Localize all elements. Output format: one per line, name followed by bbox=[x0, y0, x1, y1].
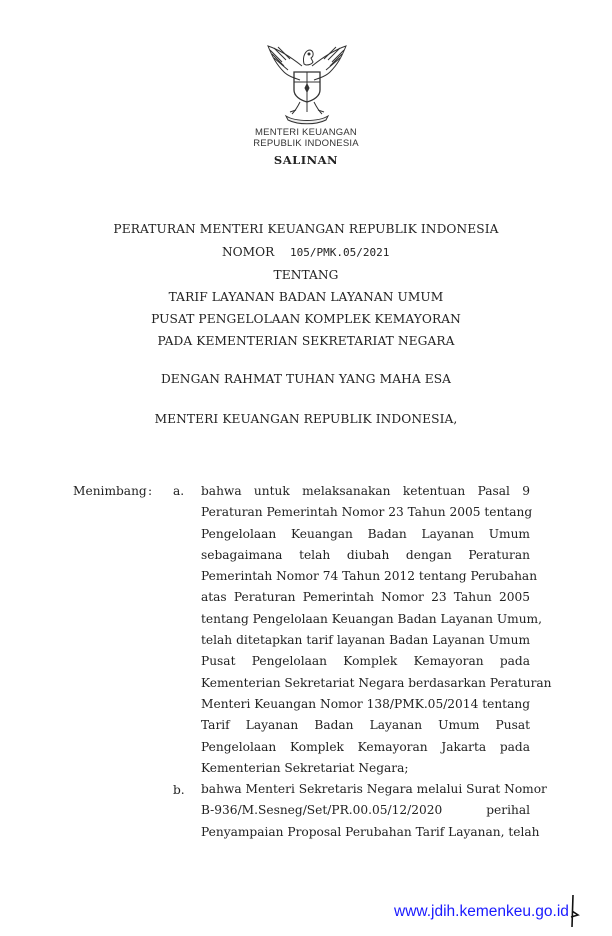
text-line: sebagaimana telah diubah dengan Peraturan bbox=[201, 547, 530, 562]
text-line: Penyampaian Proposal Perubahan Tarif Layanan, telah bbox=[201, 824, 540, 839]
menimbang-colon: : bbox=[148, 484, 153, 498]
ministry-name-line1: MENTERI KEUANGAN bbox=[255, 127, 357, 138]
issuer: MENTERI KEUANGAN REPUBLIK INDONESIA, bbox=[154, 412, 458, 426]
regulation-title: PERATURAN MENTERI KEUANGAN REPUBLIK INDONESIA bbox=[113, 222, 499, 236]
nomor-value: 105/PMK.05/2021 bbox=[290, 246, 390, 259]
item-a-marker: a. bbox=[173, 484, 185, 498]
item-b-text bbox=[201, 779, 547, 843]
text-line: bahwa Menteri Sekretaris Negara melalui Surat Nomor bbox=[201, 782, 547, 796]
text-line: Pusat Pengelolaan Komplek Kemayoran pada bbox=[201, 654, 530, 669]
ministry-name-line2: REPUBLIK INDONESIA bbox=[253, 138, 359, 149]
text-line: Kementerian Sekretariat Negara; bbox=[201, 760, 409, 775]
menimbang-label: Menimbang bbox=[73, 484, 147, 498]
text-line: B-936/M.Sesneg/Set/PR.00.05/12/2020 perihal bbox=[201, 803, 530, 818]
invocation: DENGAN RAHMAT TUHAN YANG MAHA ESA bbox=[160, 372, 452, 386]
subject-line-2: PUSAT PENGELOLAAN KOMPLEK KEMAYORAN bbox=[151, 312, 461, 326]
text-line: Pengelolaan Komplek Kemayoran Jakarta pada bbox=[201, 739, 530, 754]
text-line: Kementerian Sekretariat Negara berdasarkan Peraturan bbox=[201, 675, 552, 690]
garuda-emblem-icon bbox=[262, 38, 352, 126]
regulation-number bbox=[222, 245, 389, 259]
text-line: Pengelolaan Keuangan Badan Layanan Umum bbox=[201, 526, 530, 541]
text-line: tentang Pengelolaan Keuangan Badan Layanan Umum, bbox=[201, 611, 542, 626]
jdih-website-link[interactable]: www.jdih.kemenkeu.go.id bbox=[394, 903, 569, 920]
text-line: telah ditetapkan tarif layanan Badan Layanan Umum bbox=[201, 633, 530, 648]
text-line: Tarif Layanan Badan Layanan Umum Pusat bbox=[201, 718, 530, 733]
item-b-marker: b. bbox=[173, 783, 185, 797]
page-initial-mark-icon bbox=[564, 893, 584, 929]
text-line: Menteri Keuangan Nomor 138/PMK.05/2014 tentang bbox=[201, 696, 530, 711]
item-a-text bbox=[201, 481, 552, 779]
subject-line-3: PADA KEMENTERIAN SEKRETARIAT NEGARA bbox=[157, 334, 455, 348]
tentang-label: TENTANG bbox=[273, 268, 339, 282]
copy-label: SALINAN bbox=[273, 153, 339, 167]
text-line: atas Peraturan Pemerintah Nomor 23 Tahun 2005 bbox=[201, 590, 530, 605]
text-line: bahwa untuk melaksanakan ketentuan Pasal 9 bbox=[201, 484, 530, 498]
text-line: Pemerintah Nomor 74 Tahun 2012 tentang Perubahan bbox=[201, 569, 538, 584]
text-line: Peraturan Pemerintah Nomor 23 Tahun 2005 tentang bbox=[201, 505, 533, 520]
nomor-label: NOMOR bbox=[222, 245, 275, 259]
subject-line-1: TARIF LAYANAN BADAN LAYANAN UMUM bbox=[168, 290, 444, 304]
